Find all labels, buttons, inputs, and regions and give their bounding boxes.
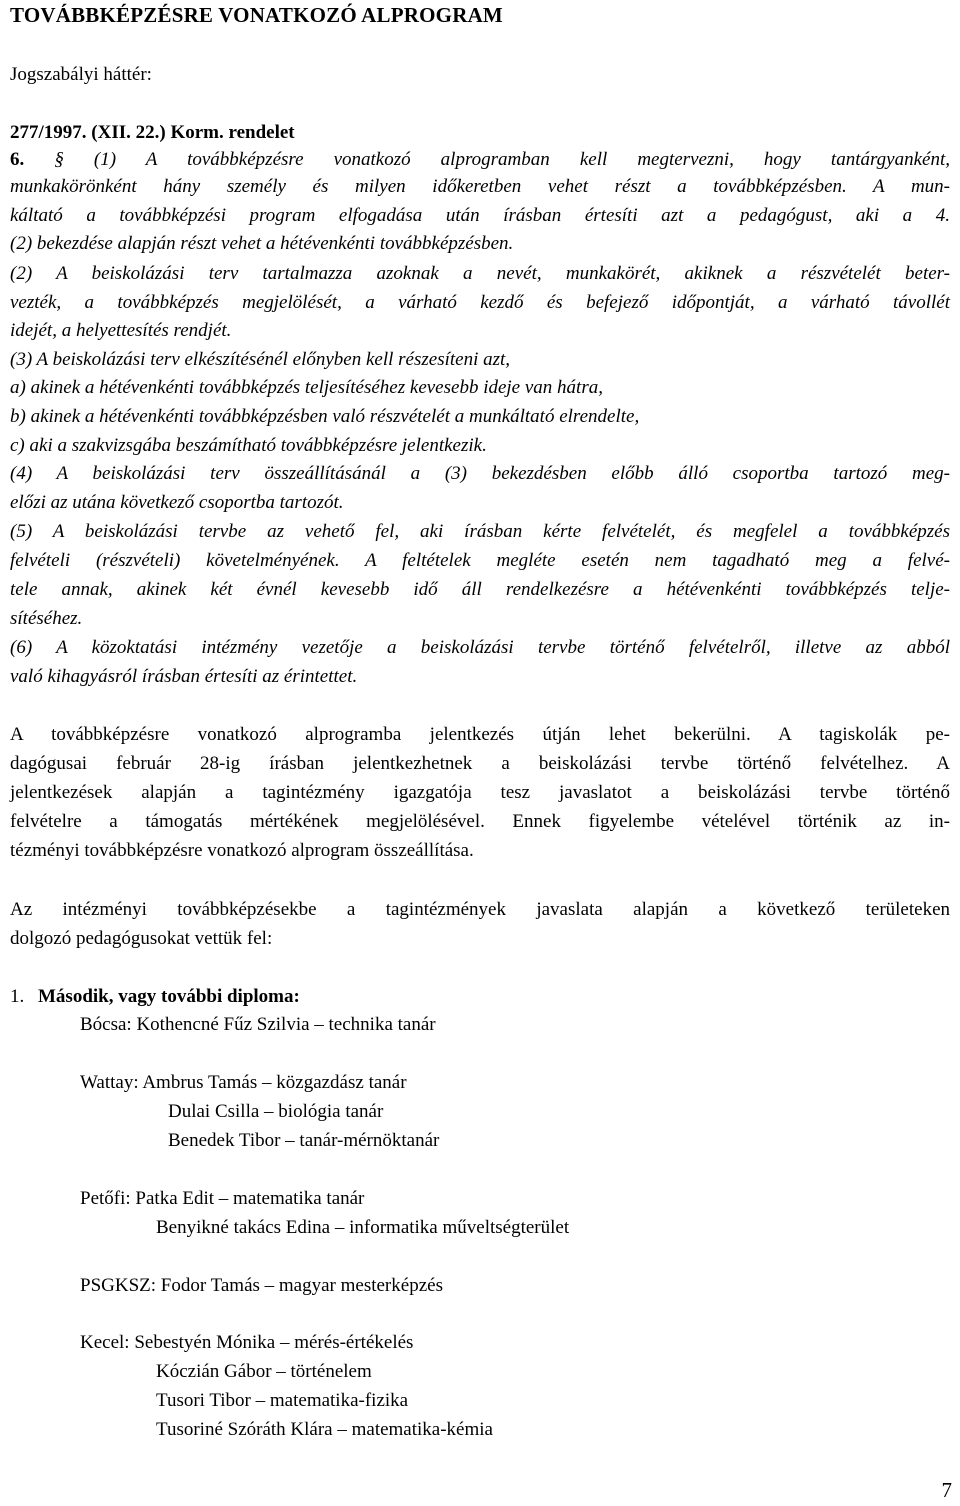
entry-wattay-3: Benedek Tibor – tanár-mérnöktanár [168, 1130, 440, 1151]
para2-line-3: jelentkezések alapján a tagintézmény igazgatója tesz javaslatot a beiskolázási tervbe történő [10, 782, 950, 803]
para3-line-2: dolgozó pedagógusokat vettük fel: [10, 928, 273, 949]
entry-psgksz: PSGKSZ: Fodor Tamás – magyar mesterképzés [80, 1275, 443, 1296]
entry-kecel-3: Tusori Tibor – matematika-fizika [156, 1390, 409, 1411]
section6-line-15: felvételi (részvételi) követelményének. A feltételek megléte esetén nem tagadható meg a felvé- [10, 550, 950, 571]
regulation-reference: 277/1997. (XII. 22.) Korm. rendelet [10, 122, 295, 143]
section6-line-10: b) akinek a hétévenkénti továbbképzésben való részvételét a munkáltató elrendelte, [10, 406, 640, 427]
entry-kecel-4: Tusoriné Szóráth Klára – matematika-kémia [156, 1419, 493, 1440]
section6-line-18: (6) A közoktatási intézmény vezetője a beiskolázási tervbe történő felvételről, illetve az abból [10, 637, 950, 658]
page-number: 7 [941, 1478, 952, 1502]
para2-line-5: tézményi továbbképzésre vonatkozó alprogram összeállítása. [10, 840, 474, 861]
legal-background-label: Jogszabályi háttér: [10, 64, 152, 85]
section6-line-9: a) akinek a hétévenkénti továbbképzés teljesítéséhez kevesebb ideje van hátra, [10, 377, 603, 398]
list-number: 1. [10, 986, 25, 1007]
section6-line-7: idejét, a helyettesítés rendjét. [10, 320, 232, 341]
entry-bocsa: Bócsa: Kothencné Fűz Szilvia – technika tanár [80, 1014, 436, 1035]
entry-petofi-1: Petőfi: Patka Edit – matematika tanár [80, 1188, 365, 1209]
section6-line-5: (2) A beiskolázási terv tartalmazza azoknak a nevét, munkakörét, akiknek a részvételét beter- [10, 263, 950, 284]
section6-line-2: munkakörönként hány személy és milyen időkeretben vehet részt a továbbképzésben. A mun- [10, 176, 950, 197]
list-heading: Második, vagy további diploma: [38, 986, 300, 1007]
section6-line-8: (3) A beiskolázási terv elkészítésénél előnyben kell részesíteni azt, [10, 349, 511, 370]
para2-line-2: dagógusai február 28-ig írásban jelentkezhetnek a beiskolázási tervbe történő felvételhez. A [10, 753, 950, 774]
section6-line-19: való kihagyásról írásban értesíti az érintettet. [10, 666, 358, 687]
section6-line-11: c) aki a szakvizsgába beszámítható továbbképzésre jelentkezik. [10, 435, 487, 456]
section6-line-12: (4) A beiskolázási terv összeállításánál a (3) bekezdésben előbb álló csoportba tartozó meg- [10, 463, 950, 484]
entry-wattay-1: Wattay: Ambrus Tamás – közgazdász tanár [80, 1072, 407, 1093]
section6-line-16: tele annak, akinek két évnél kevesebb idő áll rendelkezésre a hétévenkénti továbbképzés telje- [10, 579, 950, 600]
section6-line-17: sítéséhez. [10, 608, 83, 629]
entry-wattay-2: Dulai Csilla – biológia tanár [168, 1101, 384, 1122]
section6-line-14: (5) A beiskolázási tervbe az vehető fel, aki írásban kérte felvételét, és megfelel a továbbképzés [10, 521, 950, 542]
section-sign: § [54, 149, 64, 170]
section6-line-3: káltató a továbbképzési program elfogadása után írásban értesíti azt a pedagógust, aki a 4. [10, 205, 950, 226]
entry-kecel-1: Kecel: Sebestyén Mónika – mérés-értékelés [80, 1332, 414, 1353]
page-title: TOVÁBBKÉPZÉSRE VONATKOZÓ ALPROGRAM [10, 3, 503, 27]
para3-line-1: Az intézményi továbbképzésekbe a tagintézmények javaslata alapján a következő területeken [10, 899, 950, 920]
section6-line-6: vezték, a továbbképzés megjelölését, a várható kezdő és befejező időpontját, a várható távollét [10, 292, 950, 313]
para2-line-4: felvételre a támogatás mértékének megjelölésével. Ennek figyelembe vételével történik az in- [10, 811, 950, 832]
section6-line-13: előzi az utána következő csoportba tartozót. [10, 492, 344, 513]
entry-petofi-2: Benyikné takács Edina – informatika műveltségterület [156, 1217, 570, 1238]
entry-kecel-2: Kóczián Gábor – történelem [156, 1361, 372, 1382]
section6-line-4: (2) bekezdése alapján részt vehet a hétévenkénti továbbképzésben. [10, 233, 514, 254]
para2-line-1: A továbbképzésre vonatkozó alprogramba jelentkezés útján lehet bekerülni. A tagiskolák pe- [10, 724, 950, 745]
section6-line-1: 6. § (1) A továbbképzésre vonatkozó alprogramban kell megtervezni, hogy tantárgyanként, [10, 149, 951, 170]
